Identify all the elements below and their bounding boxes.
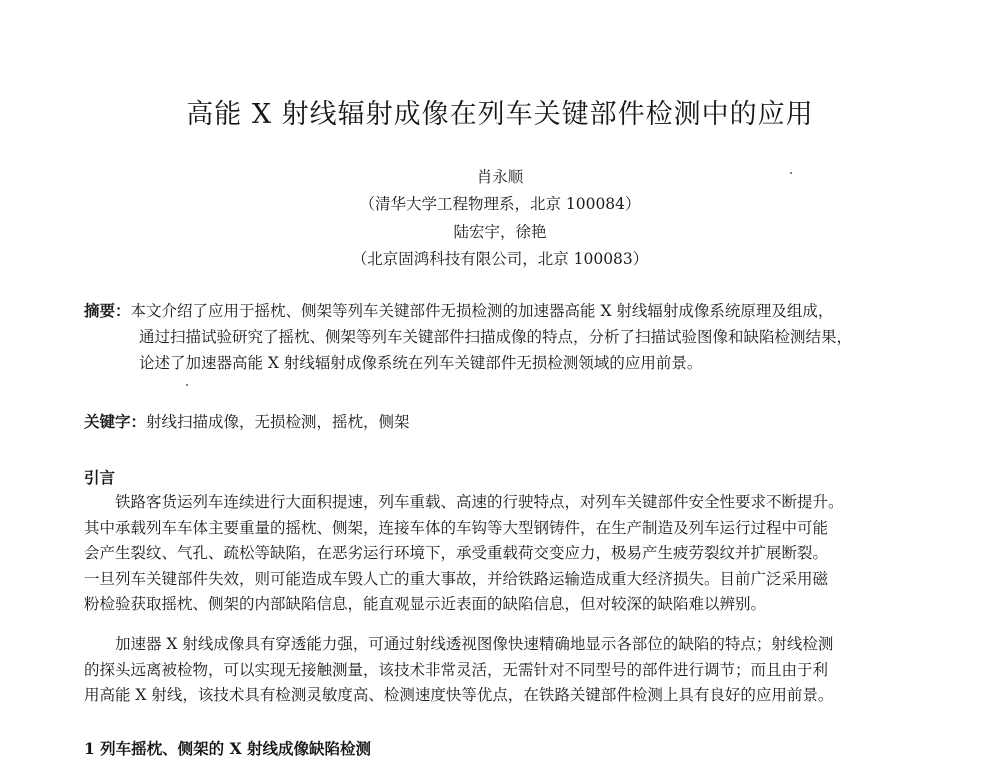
author-1-affiliation: （清华大学工程物理系，北京 100084） [359, 195, 641, 213]
author-2-name: 陆宏宇，徐艳 [453, 223, 547, 241]
paper-title: 高能 X 射线辐射成像在列车关键部件检测中的应用 [186, 99, 814, 130]
abstract-text: 本文介绍了应用于摇枕、侧架等列车关键部件无损检测的加速器高能 X 射线辐射成像系统原理及组成， [130, 302, 834, 320]
author-2-affiliation: （北京固鸿科技有限公司，北京 100083） [351, 250, 649, 268]
abstract-label: 摘要： [84, 301, 131, 320]
intro-heading: 引言 [84, 468, 116, 487]
author-1-name: 肖永顺 [476, 168, 524, 186]
abstract-line: 通过扫描试验研究了摇枕、侧架等列车关键部件扫描成像的特点，分析了扫描试验图像和缺陷检测结果， [139, 328, 853, 346]
intro-paragraph-2 [84, 632, 964, 709]
paragraph-line: 的探头远离被检物，可以实现无接触测量，该技术非常灵活，无需针对不同型号的部件进行调节；而且由于利 [84, 660, 829, 679]
paragraph-line: 会产生裂纹、气孔、疏松等缺陷，在恶劣运行环境下，承受重载荷交变应力，极易产生疲劳裂纹并扩展断裂。 [84, 544, 829, 562]
intro-paragraph-1 [84, 490, 964, 618]
paragraph-line: 一旦列车关键部件失效，则可能造成车毁人亡的重大事故，并给铁路运输造成重大经济损失。目前广泛采用磁 [84, 569, 829, 588]
keywords-line [84, 410, 410, 432]
abstract-block [84, 298, 964, 376]
section-1-heading: 1 列车摇枕、侧架的 X 射线成像缺陷检测 [84, 739, 372, 758]
keywords-text: 射线扫描成像，无损检测，摇枕，侧架 [146, 413, 410, 431]
abstract-line: 论述了加速器高能 X 射线辐射成像系统在列车关键部件无损检测领域的应用前景。 [139, 354, 703, 372]
scan-speck [790, 172, 792, 174]
paragraph-line: 铁路客货运列车连续进行大面积提速，列车重载、高速的行驶特点，对列车关键部件安全性要求不断提升。 [115, 493, 844, 511]
paragraph-line: 用高能 X 射线，该技术具有检测灵敏度高、检测速度快等优点，在铁路关键部件检测上具有良好的应用前景。 [84, 686, 834, 704]
keywords-label: 关键字： [84, 412, 147, 431]
scan-speck [186, 384, 188, 386]
paragraph-line: 其中承载列车车体主要重量的摇枕、侧架，连接车体的车钩等大型钢铸件，在生产制造及列车运行过程中可能 [84, 518, 829, 537]
abstract-line [84, 298, 964, 324]
paragraph-line: 粉检验获取摇枕、侧架的内部缺陷信息，能直观显示近表面的缺陷信息，但对较深的缺陷难以辨别。 [84, 595, 767, 613]
paragraph-line: 加速器 X 射线成像具有穿透能力强，可通过射线透视图像快速精确地显示各部位的缺陷的特点；射线检测 [115, 635, 834, 653]
